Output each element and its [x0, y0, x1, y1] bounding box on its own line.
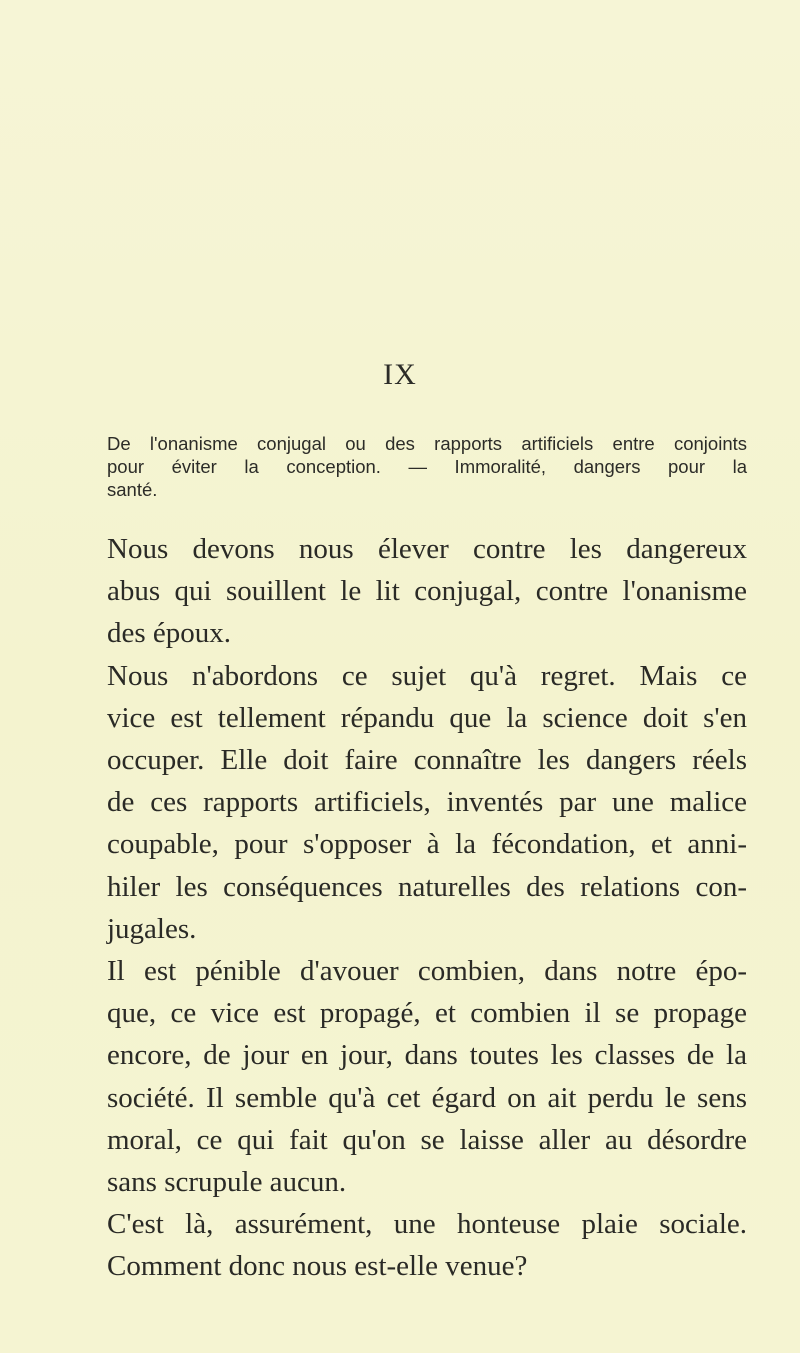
paragraph-line: Il est pénible d'avouer combien, dans notre épo- [107, 955, 747, 988]
paragraph-line: C'est là, assurément, une honteuse plaie sociale. [107, 1208, 747, 1241]
paragraph-line: occuper. Elle doit faire connaître les dangers réels [107, 744, 747, 777]
chapter-summary [107, 432, 747, 501]
paragraph-line: société. Il semble qu'à cet égard on ait perdu le sens [107, 1081, 747, 1114]
paragraph-line: Nous devons nous élever contre les dangereux [107, 533, 747, 565]
paragraph-line: Nous n'abordons ce sujet qu'à regret. Mais ce [107, 659, 747, 692]
paragraph-line: Comment donc nous est-elle venue? [107, 1250, 528, 1283]
paragraph-line: des époux. [107, 617, 232, 650]
paragraph-line: jugales. [107, 912, 197, 945]
summary-line: De l'onanisme conjugal ou des rapports artificiels entre conjoints [107, 433, 747, 454]
paragraph-line: vice est tellement répandu que la science doit s'en [107, 701, 747, 734]
summary-line: santé. [107, 479, 158, 500]
paragraph-line: abus qui souillent le lit conjugal, contre l'onanisme [107, 575, 747, 608]
body-text [107, 528, 747, 1288]
paragraph-line: coupable, pour s'opposer à la fécondation, et anni- [107, 828, 747, 861]
summary-line: pour éviter la conception. — Immoralité, dangers pour la [107, 456, 747, 477]
paragraph-line: encore, de jour en jour, dans toutes les classes de la [107, 1039, 747, 1072]
paragraph-line: que, ce vice est propagé, et combien il se propage [107, 997, 747, 1030]
chapter-number: IX [383, 358, 417, 391]
paragraph-line: hiler les conséquences naturelles des relations con- [107, 870, 747, 903]
paragraph-line: moral, ce qui fait qu'on se laisse aller au désordre [107, 1123, 747, 1156]
paragraph-line: sans scrupule aucun. [107, 1166, 347, 1199]
paragraph-line: de ces rapports artificiels, inventés par une malice [107, 786, 747, 819]
